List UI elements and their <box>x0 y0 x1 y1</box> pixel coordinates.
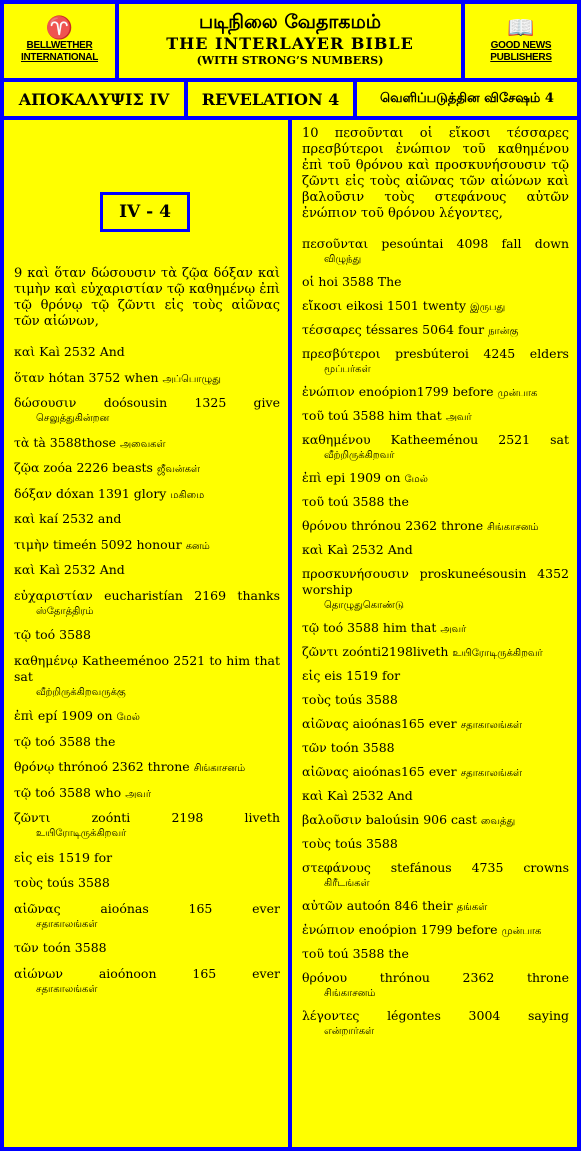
transliteration-strongs-gloss: dóxan 1391 glory <box>55 485 167 501</box>
greek-word: τῶν <box>302 740 327 755</box>
transliteration-strongs-gloss: zoónti2198liveth <box>342 644 449 659</box>
word-entry <box>302 836 569 854</box>
verse-9-text: 9 καὶ ὅταν δώσουσιν τὰ ζῷα δόξαν καὶ τιμὴν καὶ εὐχαριστίαν τῷ καθημένῳ ἐπὶ τῷ θρόνῳ τῷ ζῶντι εἰς τοὺς αἰῶνας τῶν αἰώνων, <box>14 266 280 329</box>
word-entry <box>14 486 280 504</box>
tamil-gloss: மூப்பர்கள் <box>324 364 371 375</box>
transliteration-strongs-gloss: timeén 5092 honour <box>53 536 182 552</box>
word-entry <box>302 620 569 638</box>
tamil-gloss: சதாகாலங்கள் <box>36 918 98 930</box>
tamil-gloss: அவர் <box>125 788 152 800</box>
greek-word: καὶ <box>14 344 36 359</box>
greek-word: τῶν <box>14 940 39 955</box>
greek-word: βαλοῦσιν <box>302 812 362 827</box>
word-entry <box>302 470 569 488</box>
transliteration-strongs-gloss: Kaì 2532 And <box>327 788 413 803</box>
transliteration-strongs-gloss: toú 3588 the <box>328 494 409 509</box>
tamil-gloss: விழுந்து <box>324 254 362 265</box>
greek-word: τοὺς <box>14 875 44 890</box>
transliteration-strongs-gloss: téssares 5064 four <box>365 322 485 337</box>
transliteration-strongs-gloss: epi 1909 on <box>325 470 401 485</box>
greek-word: εἰς <box>302 668 321 683</box>
greek-word: πεσοῦνται <box>302 236 369 251</box>
word-entry <box>302 236 569 268</box>
word-entry <box>14 395 280 427</box>
book-icon: 📖 <box>507 16 535 41</box>
word-entry <box>302 494 569 512</box>
greek-word: τοῦ <box>302 494 325 509</box>
chapter-badge: IV - 4 <box>100 192 190 232</box>
tamil-gloss: நான்கு <box>488 326 519 337</box>
tamil-book-title: வெளிப்படுத்தின விசேஷம் 4 <box>357 82 577 116</box>
transliteration-strongs-gloss: eis 1519 for <box>36 849 113 865</box>
word-entry <box>14 940 280 958</box>
transliteration-strongs-gloss: tà 3588those <box>33 434 117 450</box>
word-entry <box>14 759 280 777</box>
word-entry <box>302 518 569 536</box>
word-entry <box>14 875 280 893</box>
bellwether-logo <box>4 4 115 78</box>
tamil-gloss: வீற்றிருக்கிறவர் <box>324 450 395 461</box>
transliteration-strongs-gloss: eucharistían 2169 thanks <box>104 587 280 603</box>
transliteration-strongs-gloss: aioónas 165 ever <box>100 900 280 916</box>
greek-word: αἰῶνας <box>302 716 349 731</box>
greek-word: τῷ <box>14 733 32 749</box>
transliteration-strongs-gloss: Katheeménou 2521 sat <box>390 432 569 447</box>
tamil-gloss: சதாகாலங்கள் <box>36 983 98 995</box>
tamil-gloss: கனம் <box>185 540 210 552</box>
transliteration-strongs-gloss: thrónoó 2362 throne <box>58 759 190 774</box>
greek-word: ἐπὶ <box>302 470 322 485</box>
left-column <box>4 120 288 1147</box>
word-entry <box>14 966 280 998</box>
word-entry <box>14 537 280 555</box>
tamil-title: படிநிலை வேதாகமம் <box>198 11 382 33</box>
tamil-gloss: வீற்றிருக்கிறவருக்கு <box>36 686 126 698</box>
greek-word: ὅταν <box>14 369 45 385</box>
transliteration-strongs-gloss: aioónas165 ever <box>352 716 457 731</box>
bellwether-logo-line2: INTERNATIONAL <box>20 52 99 63</box>
word-entry <box>14 653 280 701</box>
transliteration-strongs-gloss: thrónou 2362 throne <box>351 518 484 533</box>
word-entry <box>14 810 280 842</box>
transliteration-strongs-gloss: zoónti 2198 liveth <box>91 810 280 825</box>
transliteration-strongs-gloss: hótan 3752 when <box>48 369 159 385</box>
tamil-gloss: முன்பாக <box>501 926 542 937</box>
word-entry <box>14 627 280 645</box>
greek-word: προσκυνήσουσιν <box>302 566 409 581</box>
transliteration-strongs-gloss: toó 3588 the <box>35 733 116 749</box>
transliteration-strongs-gloss: toó 3588 him that <box>323 620 437 635</box>
word-entry <box>14 562 280 580</box>
word-entry <box>302 432 569 464</box>
transliteration-strongs-gloss: proskuneésousin 4352 worship <box>302 566 569 597</box>
tamil-gloss: மேல் <box>116 712 140 723</box>
tamil-gloss: உயிரோடிருக்கிறவர் <box>36 828 127 839</box>
left-word-list <box>14 344 280 998</box>
good-news-logo <box>465 4 577 78</box>
word-entry <box>14 708 280 726</box>
tamil-gloss: ஸ்தோத்திரம் <box>36 605 94 617</box>
tamil-gloss: வைத்து <box>480 816 516 827</box>
word-entry <box>302 274 569 292</box>
transliteration-strongs-gloss: doósousin 1325 give <box>103 395 280 410</box>
word-entry <box>302 692 569 710</box>
greek-word: εὐχαριστίαν <box>14 587 93 603</box>
greek-word: ζῷα <box>14 460 40 475</box>
word-entry <box>302 788 569 806</box>
tamil-gloss: சதாகாலங்கள் <box>460 768 523 779</box>
word-entry <box>302 298 569 316</box>
greek-word: θρόνου <box>302 518 348 533</box>
greek-word: καὶ <box>14 511 36 526</box>
right-word-list <box>302 236 569 1040</box>
greek-word: θρόνῳ <box>14 759 55 774</box>
right-column <box>292 120 577 1147</box>
word-entry <box>14 460 280 478</box>
transliteration-strongs-gloss: toón 3588 <box>330 740 395 755</box>
word-entry <box>14 344 280 362</box>
tamil-gloss: முன்பாக <box>497 388 538 399</box>
transliteration-strongs-gloss: kaí 2532 and <box>39 511 122 526</box>
greek-word: καὶ <box>14 562 36 577</box>
greek-word: ζῶντι <box>302 644 339 659</box>
greek-word: δόξαν <box>14 485 52 501</box>
transliteration-strongs-gloss: thrónou 2362 throne <box>379 970 569 985</box>
transliteration-strongs-gloss: toús 3588 <box>335 836 398 851</box>
greek-word: καὶ <box>302 788 324 803</box>
greek-word: τιμὴν <box>14 536 50 552</box>
greek-word: ἐνώπιον <box>302 384 355 399</box>
greek-word: εἰς <box>14 849 33 865</box>
greek-word: λέγοντες <box>302 1008 360 1023</box>
transliteration-strongs-gloss: toó 3588 <box>35 627 91 642</box>
transliteration-strongs-gloss: stefánous 4735 crowns <box>390 860 569 875</box>
tamil-gloss: மகிமை <box>170 489 205 501</box>
tamil-gloss: என்றார்கள் <box>324 1026 375 1037</box>
verse-10-text: 10 πεσοῦνται οἱ εἴκοσι τέσσαρες πρεσβύτεροι ἐνώπιον τοῦ καθημένου ἐπὶ τοῦ θρόνου καὶ προσκυνήσουσιν τῷ ζῶντι εἰς τοὺς αἰῶνας τῶν αἰώνων καὶ βαλοῦσιν τοὺς στεφάνους αὐτῶν ἐνώπιον τοῦ θρόνου λέγοντες, <box>302 126 569 221</box>
greek-word: καθημένῳ <box>14 652 78 668</box>
greek-word: ἐνώπιον <box>302 922 355 937</box>
word-entry <box>14 850 280 868</box>
tamil-gloss: சிங்காசனம் <box>324 988 376 999</box>
word-entry <box>302 384 569 402</box>
transliteration-strongs-gloss: aioónas165 ever <box>352 764 457 779</box>
word-entry <box>302 1008 569 1040</box>
greek-word: αἰῶνας <box>14 900 61 916</box>
greek-word: ἐπὶ <box>14 708 34 723</box>
greek-word: αὐτῶν <box>302 898 343 913</box>
english-book-title: REVELATION 4 <box>188 82 353 116</box>
subtitle: (WITH STRONG’S NUMBERS) <box>196 54 384 67</box>
word-entry <box>14 734 280 752</box>
tamil-gloss: தொழுதுகொண்டு <box>324 600 404 611</box>
word-entry <box>14 511 280 529</box>
transliteration-strongs-gloss: toón 3588 <box>42 940 107 955</box>
greek-word: ζῶντι <box>14 810 51 825</box>
tamil-gloss: அவர் <box>445 412 472 423</box>
word-entry <box>302 764 569 782</box>
tamil-gloss: இருபது <box>470 302 506 313</box>
word-entry <box>302 346 569 378</box>
word-entry <box>14 785 280 803</box>
transliteration-strongs-gloss: eis 1519 for <box>324 668 401 683</box>
word-entry <box>14 588 280 620</box>
transliteration-strongs-gloss: zoóa 2226 beasts <box>43 460 153 475</box>
title-panel <box>119 4 461 78</box>
greek-word: εἴκοσι <box>302 298 343 313</box>
bellwether-logo-line1: BELLWETHER <box>26 40 93 51</box>
transliteration-strongs-gloss: Kaì 2532 And <box>327 542 413 557</box>
greek-word: τῷ <box>14 784 32 800</box>
transliteration-strongs-gloss: toús 3588 <box>47 875 110 890</box>
greek-word: δώσουσιν <box>14 395 77 410</box>
tamil-gloss: அவர் <box>440 624 467 635</box>
transliteration-strongs-gloss: toó 3588 who <box>35 784 122 800</box>
transliteration-strongs-gloss: Katheeménoo 2521 to him that sat <box>14 652 281 684</box>
tamil-gloss: சிங்காசனம் <box>193 763 246 774</box>
word-entry <box>302 322 569 340</box>
word-entry <box>302 860 569 892</box>
word-entry <box>302 716 569 734</box>
transliteration-strongs-gloss: Kaì 2532 And <box>39 344 125 359</box>
tamil-gloss: சதாகாலங்கள் <box>460 720 523 731</box>
tamil-gloss: தங்கள் <box>456 902 488 913</box>
ram-icon: ♈ <box>45 16 74 41</box>
transliteration-strongs-gloss: toús 3588 <box>335 692 398 707</box>
greek-word: πρεσβύτεροι <box>302 346 381 361</box>
word-entry <box>14 370 280 388</box>
tamil-gloss: சிங்காசனம் <box>487 522 539 533</box>
tamil-gloss: செலுத்துகின்றன <box>36 413 110 424</box>
greek-word: καθημένου <box>302 432 371 447</box>
word-entry <box>302 970 569 1002</box>
greek-word: καὶ <box>302 542 324 557</box>
greek-word: αἰῶνας <box>302 764 349 779</box>
tamil-gloss: உயிரோடிருக்கிறவர் <box>452 648 543 659</box>
good-news-logo-line1: GOOD NEWS <box>490 40 552 51</box>
greek-word: τοὺς <box>302 836 332 851</box>
greek-word: τέσσαρες <box>302 322 362 337</box>
tamil-gloss: மேல் <box>404 474 428 485</box>
transliteration-strongs-gloss: eikosi 1501 twenty <box>346 298 467 313</box>
transliteration-strongs-gloss: légontes 3004 saying <box>387 1008 569 1023</box>
transliteration-strongs-gloss: enoópion 1799 before <box>358 922 498 937</box>
greek-word: οἱ <box>302 274 315 289</box>
word-entry <box>14 901 280 933</box>
word-entry <box>302 644 569 662</box>
word-entry <box>302 812 569 830</box>
greek-book-title: ΑΠΟΚΑΛΥΨΙΣ IV <box>4 82 184 116</box>
transliteration-strongs-gloss: aioónoon 165 ever <box>98 965 280 981</box>
greek-word: θρόνου <box>302 970 348 985</box>
transliteration-strongs-gloss: presbúteroi 4245 elders <box>395 346 569 361</box>
tamil-gloss: அவைகள் <box>120 438 166 450</box>
good-news-logo-line2: PUBLISHERS <box>490 52 552 63</box>
transliteration-strongs-gloss: toú 3588 him that <box>328 408 442 423</box>
greek-word: αἰώνων <box>14 965 63 981</box>
transliteration-strongs-gloss: baloúsin 906 cast <box>365 812 477 827</box>
word-entry <box>302 922 569 940</box>
greek-word: τοῦ <box>302 408 325 423</box>
word-entry <box>302 946 569 964</box>
word-entry <box>302 740 569 758</box>
word-entry <box>302 898 569 916</box>
word-entry <box>14 435 280 453</box>
greek-word: τοὺς <box>302 692 332 707</box>
transliteration-strongs-gloss: hoi 3588 The <box>318 274 402 289</box>
word-entry <box>302 566 569 614</box>
tamil-gloss: ஜீவன்கள் <box>156 464 200 475</box>
greek-word: τὰ <box>14 434 30 450</box>
greek-word: στεφάνους <box>302 860 371 875</box>
word-entry <box>302 408 569 426</box>
greek-word: τῷ <box>14 627 32 642</box>
greek-word: τοῦ <box>302 946 325 961</box>
transliteration-strongs-gloss: pesoúntai 4098 fall down <box>381 236 570 251</box>
english-title: THE INTERLAYER BIBLE <box>166 34 414 53</box>
transliteration-strongs-gloss: autoón 846 their <box>346 898 453 913</box>
greek-word: τῷ <box>302 620 320 635</box>
word-entry <box>302 668 569 686</box>
transliteration-strongs-gloss: Kaì 2532 And <box>39 562 125 577</box>
word-entry <box>302 542 569 560</box>
transliteration-strongs-gloss: epí 1909 on <box>37 708 113 723</box>
transliteration-strongs-gloss: toú 3588 the <box>328 946 409 961</box>
tamil-gloss: அப்பொழுது <box>162 373 221 385</box>
transliteration-strongs-gloss: enoópion1799 before <box>358 384 494 399</box>
tamil-gloss: கிரீடங்கள் <box>324 878 370 889</box>
